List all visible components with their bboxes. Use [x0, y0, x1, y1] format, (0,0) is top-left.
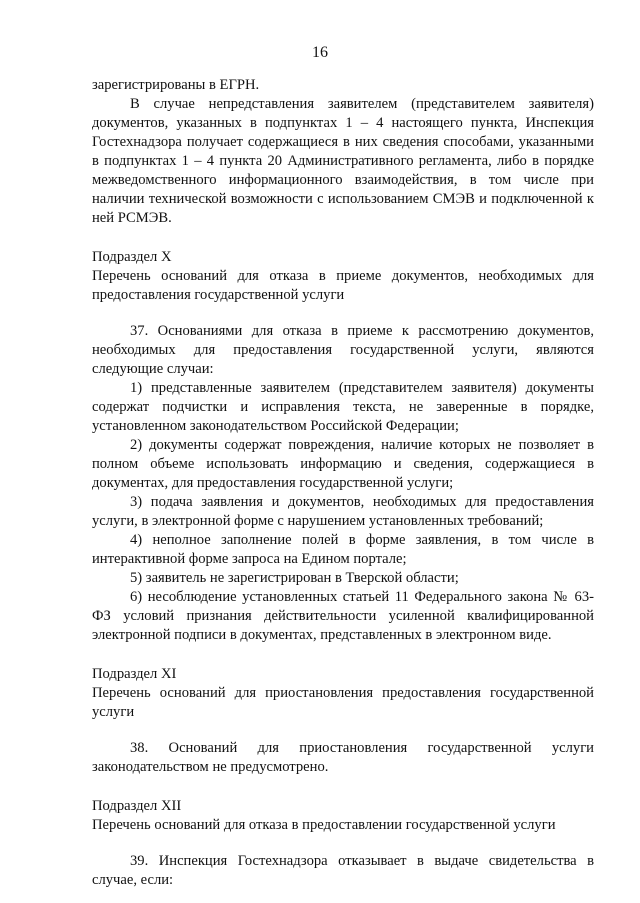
paragraph: 37. Основаниями для отказа в приеме к рассмотрению документов, необходимых для предоставления государственной услуги, являются следующие случаи:: [92, 323, 594, 377]
section-xi-heading: Подраздел XI: [92, 666, 177, 682]
list-item: 1) представленные заявителем (представителем заявителя) документы содержат подчистки и исправления текста, не заверенные в порядке, установленном законодательством Российской Федерации;: [92, 380, 594, 434]
list-item: 5) заявитель не зарегистрирован в Тверской области;: [130, 570, 459, 586]
section-xii-title: Перечень оснований для отказа в предоставлении государственной услуги: [92, 817, 556, 833]
paragraph: 38. Оснований для приостановления государственной услуги законодательством не предусмотрено.: [92, 740, 594, 775]
section-x-title: Перечень оснований для отказа в приеме документов, необходимых для предоставления государственной услуги: [92, 268, 594, 303]
paragraph: зарегистрированы в ЕГРН.: [92, 77, 260, 93]
page-number: 16: [312, 44, 328, 61]
paragraph: 39. Инспекция Гостехнадзора отказывает в выдаче свидетельства в случае, если:: [92, 853, 594, 888]
paragraph: В случае непредставления заявителем (представителем заявителя) документов, указанных в подпунктах 1 – 4 настоящего пункта, Инспекция Гостехнадзора получает содержащиеся в них сведения способами, указанными в подпунктах 1 – 4 пункта 20 Административного регламента, либо в порядке межведомственного информационного взаимодействия, в том числе при наличии технической возможности с использованием СМЭВ и подключенной к ней РСМЭВ.: [92, 96, 594, 226]
list-item: 6) несоблюдение установленных статьей 11 Федерального закона № 63-ФЗ условий признания действительности усиленной квалифицированной электронной подписи в документах, представленных в электронном виде.: [92, 589, 594, 643]
list-item: 4) неполное заполнение полей в форме заявления, в том числе в интерактивной форме запроса на Едином портале;: [92, 532, 594, 567]
list-item: 2) документы содержат повреждения, наличие которых не позволяет в полном объеме использовать информацию и сведения, содержащиеся в документах, для предоставления государственной услуги;: [92, 437, 594, 491]
document-body: [92, 76, 594, 890]
section-xi-title: Перечень оснований для приостановления предоставления государственной услуги: [92, 685, 594, 720]
list-item: 3) подача заявления и документов, необходимых для предоставления услуги, в электронной форме с нарушением установленных требований;: [92, 494, 594, 529]
section-xii-heading: Подраздел XII: [92, 798, 182, 814]
section-x-heading: Подраздел X: [92, 249, 172, 265]
